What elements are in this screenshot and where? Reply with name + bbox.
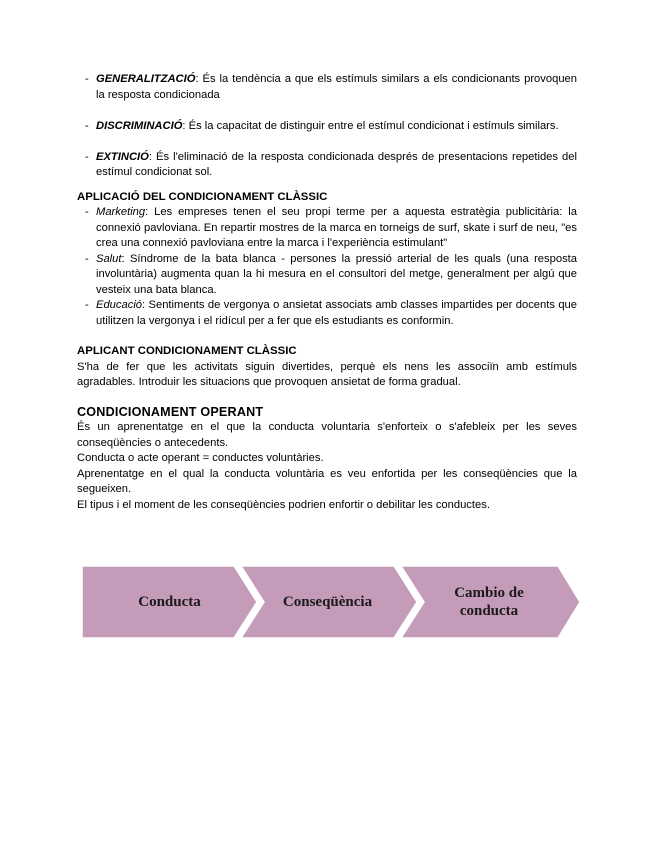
definition: : Les empreses tenen el seu propi terme per a aquesta estratègia publicitària: la connexió pavloviana. En repartir mostres de la marca en torneigs de surf, skate i surf de neu, "es crea una connexió pavloviana entre la marca i l'experiència estimulant" bbox=[96, 206, 577, 249]
definition: : És l'eliminació de la resposta condicionada després de presentacions repetides del estímul condicionat sol. bbox=[96, 150, 577, 178]
section-heading-operant: CONDICIONAMENT OPERANT bbox=[77, 404, 264, 419]
term: DISCRIMINACIÓ bbox=[96, 119, 183, 132]
term: GENERALITZACIÓ bbox=[96, 73, 196, 85]
bullet-dash: - bbox=[85, 299, 89, 311]
process-flow-diagram bbox=[82, 566, 582, 638]
paragraph-operant-2: Conducta o acte operant = conductes voluntàries. bbox=[77, 452, 324, 464]
term: Marketing bbox=[96, 206, 146, 218]
bullet-dash: - bbox=[85, 206, 89, 218]
list-item-generalitzacio bbox=[77, 72, 577, 103]
flow-step-label: Conducta bbox=[138, 594, 201, 610]
flow-step-conducta bbox=[82, 566, 257, 638]
flow-step-label: Conseqüència bbox=[282, 594, 373, 610]
definition: : És la tendència a que els estímuls similars a els condicionants provoquen la resposta condicionada bbox=[96, 73, 577, 101]
paragraph-operant-4: El tipus i el moment de les conseqüències podrien enfortir o debilitar les conductes. bbox=[77, 498, 490, 511]
list-item-educacio bbox=[77, 298, 577, 329]
definition: : Síndrome de la bata blanca - persones la pressió arterial de les quals (una resposta involuntària) augmenta quan la hi mesura en el consultori del metge, generalment per algú que vesteix una bata blanca. bbox=[96, 252, 577, 296]
bullet-dash: - bbox=[85, 252, 89, 265]
definition: : És la capacitat de distinguir entre el estímul condicionat i estímuls similars. bbox=[182, 119, 559, 132]
paragraph-operant-3: Aprenentatge en el qual la conducta voluntària es veu enfortida per les conseqüències que la segueixen. bbox=[77, 467, 577, 495]
flow-step-consequencia bbox=[240, 566, 415, 638]
document-body bbox=[77, 72, 577, 513]
term: EXTINCIÓ bbox=[96, 150, 149, 163]
term: Salut bbox=[96, 252, 122, 265]
bullet-dash: - bbox=[85, 150, 89, 163]
paragraph-aplicant: S'ha de fer que les activitats siguin divertides, perquè els nens les associïn amb estímuls agradables. Introduir les situacions que provoquen ansietat de forma gradual. bbox=[77, 360, 577, 388]
flow-step-label-2: conducta bbox=[459, 603, 519, 619]
section-heading-aplicacio: APLICACIÓ DEL CONDICIONAMENT CLÀSSIC bbox=[77, 190, 328, 203]
bullet-dash: - bbox=[85, 119, 89, 132]
list-item-marketing bbox=[77, 205, 577, 252]
list-item-extincio bbox=[77, 150, 577, 181]
section-heading-aplicant: APLICANT CONDICIONAMENT CLÀSSIC bbox=[77, 345, 297, 357]
flow-step-cambio bbox=[400, 566, 578, 638]
definition: : Sentiments de vergonya o ansietat associats amb classes impartides per docents que utilitzen la vergonya i el ridícul per a fer que els estudiants es conformin. bbox=[96, 299, 577, 327]
flow-step-label: Cambio de bbox=[454, 585, 524, 601]
term: Educació bbox=[96, 299, 143, 311]
bullet-dash: - bbox=[85, 73, 89, 85]
list-item-salut bbox=[77, 252, 577, 299]
list-item-discriminacio bbox=[77, 119, 577, 135]
paragraph-operant-1: És un aprenentatge en el que la conducta voluntaria s'enforteix o s'afebleix per les seves conseqüències o antecedents. bbox=[77, 421, 577, 449]
